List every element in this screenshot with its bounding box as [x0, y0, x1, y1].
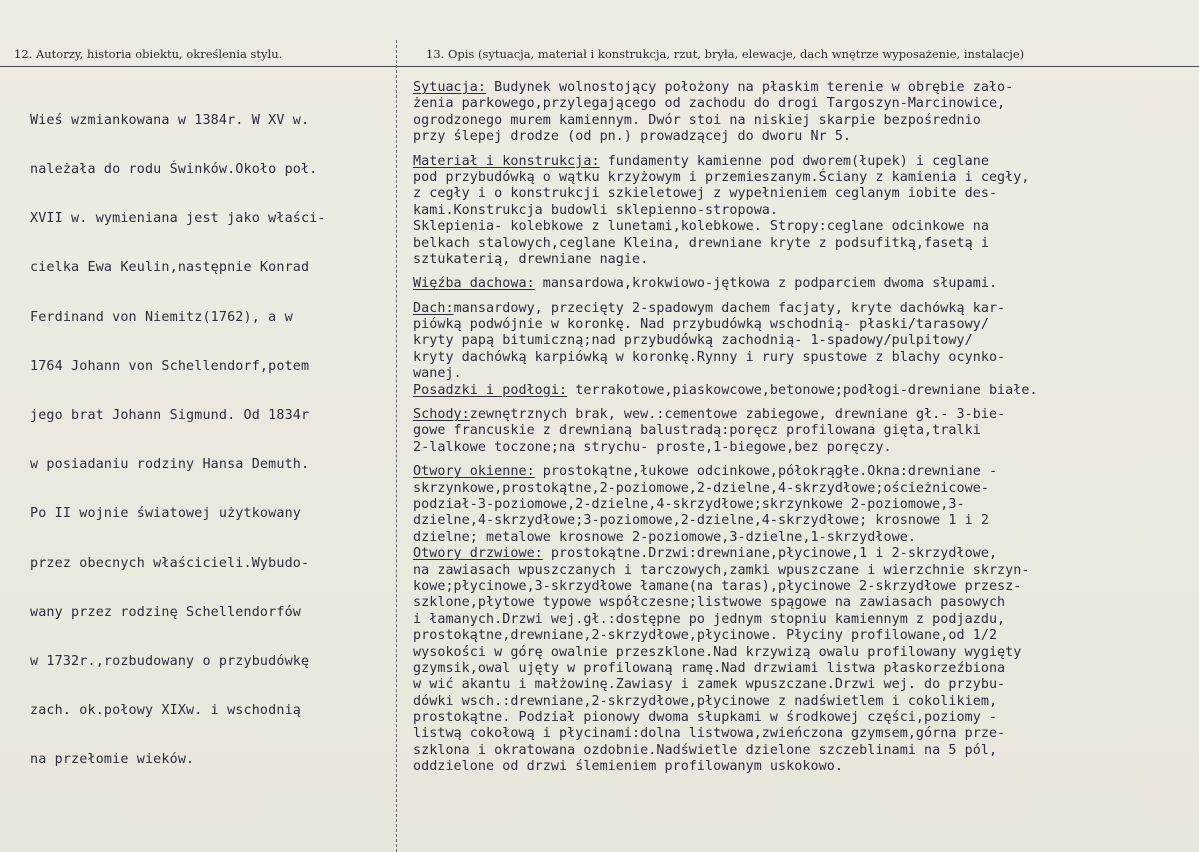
material-line: kami.Konstrukcja budowli sklepienno-stropowa. [413, 202, 779, 218]
posadzki-line [413, 383, 1193, 399]
okna-line: skrzynkowe,prostokątne,2-poziomowe,2-dzielne,4-skrzydłowe;ościeżnicowe- [413, 480, 989, 496]
schody-line: gowe francuskie z drewnianą balustradą:poręcz profilowana gięta,tralki [413, 423, 981, 439]
dach-line [413, 301, 1193, 317]
history-line: 1764 Johann von Schellendorf,potem [30, 358, 310, 374]
history-text [30, 80, 392, 802]
drzwi-line: kowe;płycinowe,3-skrzydłowe łamane(na taras),płycinowe 2-skrzydłowe przesz- [413, 578, 1022, 594]
material-text: fundamenty kamienne pod dworem(łupek) i ceglane [599, 153, 989, 169]
drzwi-text: prostokątne.Drzwi:drewniane,płycinowe,1 i 2-skrzydłowe, [542, 546, 998, 562]
posadzki-heading: Posadzki i podłogi: [413, 382, 568, 398]
okna-line: dzielne,4-skrzydłowe;3-poziomowe,2-dzielne,4-skrzydłowe; krosnowe 1 i 2 [413, 513, 989, 529]
sytuacja-line: ogrodzonego murem kamiennym. Dwór stoi na niskiej skarpie bezpośrednio [413, 112, 981, 128]
wiezba-heading: Więźba dachowa: [413, 276, 535, 292]
history-line: w posiadaniu rodziny Hansa Demuth. [30, 457, 310, 473]
drzwi-heading: Otwory drzwiowe: [413, 546, 543, 562]
drzwi-line: szklone,płytowe typowe współczesne;listwowe spągowe na zawiasach pasowych [413, 595, 1006, 611]
drzwi-line: gzymsik,owal ujęty w profilowaną ramę.Nad drzwiami listwa płaskorzeźbiona [413, 660, 1006, 676]
okna-heading: Otwory okienne: [413, 464, 535, 480]
drzwi-line: szklona i okratowana ozdobnie.Nadświetle dzielone szczeblinami na 5 pól, [413, 742, 998, 758]
material-line [413, 154, 1193, 170]
sytuacja-heading: Sytuacja: [413, 80, 487, 95]
history-line: Po II wojnie światowej użytkowany [30, 506, 301, 522]
history-line: XVII w. wymieniana jest jako właści- [30, 211, 326, 227]
left-column-header: 12. Autorzy, historia obiektu, określenia stylu. [14, 47, 283, 61]
sytuacja-text: Budynek wolnostojący położony na płaskim terenie w obrębie zało- [486, 80, 1014, 95]
schody-heading: Schody: [413, 407, 470, 423]
dach-line: piówką podwójnie w koronkę. Nad przybudówką wschodnią- płaski/tarasowy/ [413, 317, 989, 333]
posadzki-text: terrakotowe,piaskowcowe,betonowe;podłogi-drewniane białe. [567, 382, 1038, 398]
okna-line: podział-3-poziomowe,2-dzielne,4-skrzydłowe;skrzynkowe 2-poziomowe,3- [413, 496, 965, 512]
dach-text: mansardowy, przecięty 2-spadowym dachem facjaty, kryte dachówką kar- [453, 300, 1006, 316]
history-line: na przełomie wieków. [30, 752, 195, 768]
material-line: sztukaterią, drewniane nagie. [413, 251, 649, 267]
okna-line: dzielne; metalowe krosnowe 2-poziomowe,3-dzielne,1-skrzydłowe. [413, 529, 916, 545]
drzwi-line: oddzielone od drzwi ślemieniem profilowanym uskokowo. [413, 759, 843, 775]
wiezba-text: mansardowa,krokwiowo-jętkowa z podparciem dwoma słupami. [534, 276, 998, 292]
material-line: belkach stalowych,ceglane Kleina, drewniane kryte z podsufitką,fasetą i [413, 235, 989, 251]
history-line: przez obecnych właścicieli.Wybudo- [30, 555, 310, 571]
sytuacja-line: przy ślepej drodze (od pn.) prowadzącej do dworu Nr 5. [413, 129, 852, 145]
drzwi-line [413, 546, 1193, 562]
dach-line: kryty papą bitumiczną;nad przybudówką zachodnią- 1-spadowy/pulpitowy/ [413, 333, 973, 349]
okna-text: prostokątne,łukowe odcinkowe,półokrągłe.Okna:drewniane - [534, 464, 998, 480]
material-line: z cegły i o konstrukcji szkieletowej z wypełnieniem ceglanym iobite des- [413, 186, 998, 202]
history-line: cielka Ewa Keulin,następnie Konrad [30, 260, 310, 276]
drzwi-line: na zawiasach wpuszczanych i tarczowych,zamki wpuszczane i wierzchnie skrzyn- [413, 562, 1030, 578]
history-line: w 1732r.,rozbudowany o przybudówkę [30, 654, 310, 670]
history-line: jego brat Johann Sigmund. Od 1834r [30, 408, 310, 424]
sytuacja-line: żenia parkowego,przylegającego od zachodu do drogi Targoszyn-Marcinowice, [413, 96, 1006, 112]
dach-line: wanej. [413, 366, 462, 382]
drzwi-line: prostokątne,drewniane,2-skrzydłowe,płycinowe. Płyciny profilowane,od 1/2 [413, 628, 998, 644]
dach-line: kryty dachówką karpiówką w koronkę.Rynny i rury spustowe z blachy ocynko- [413, 349, 1006, 365]
history-line: wany przez rodzinę Schellendorfów [30, 604, 301, 620]
drzwi-line: prostokątne. Podział pionowy dwoma słupkami w środkowej części,poziomy - [413, 710, 998, 726]
dach-heading: Dach: [413, 300, 454, 316]
drzwi-line: dówki wsch.:drewniane,2-skrzydłowe,płycinowe z nadświetlem i cokolikiem, [413, 693, 998, 709]
material-heading: Materiał i konstrukcja: [413, 153, 600, 169]
schody-line: 2-lalkowe toczone;na strychu- proste,1-biegowe,bez poręczy. [413, 439, 892, 455]
material-line: Sklepienia- kolebkowe z lunetami,kolebkowe. Stropy:ceglane odcinkowe na [413, 219, 989, 235]
drzwi-line: wysokości w górę owalnie przeszklone.Nad krzywizą owalu profilowany wygięty [413, 644, 1022, 660]
column-divider [396, 40, 397, 852]
history-line: zach. ok.połowy XIXw. i wschodnią [30, 703, 301, 719]
drzwi-line: i łamanych.Drzwi wej.gł.:dostępne po jednym stopniu kamiennym z podjazdu, [413, 611, 1006, 627]
right-column-header: 13. Opis (sytuacja, materiał i konstrukcja, rzut, bryła, elewacje, dach wnętrze wyposażenie, instalacje) [426, 47, 1025, 61]
history-line: Wieś wzmiankowana w 1384r. W XV w. [30, 112, 310, 128]
history-line: należała do rodu Świnków.Około poł. [30, 162, 318, 178]
okna-line [413, 464, 1193, 480]
description-text [413, 80, 1193, 776]
drzwi-line: listwą cokołową i płycinami:dolna listwowa,zwieńczona gzymsem,górna prze- [413, 726, 1006, 742]
material-line: pod przybudówką o wątku krzyżowym i przemieszanym.Ściany z kamienia i cegły, [413, 169, 1030, 185]
schody-line [413, 407, 1193, 423]
schody-text: zewnętrznych brak, wew.:cementowe zabiegowe, drewniane gł.- 3-bie- [469, 407, 1006, 423]
history-line: Ferdinand von Niemitz(1762), a w [30, 309, 293, 325]
drzwi-line: w wić akantu i małżowinę.Zawiasy i zamek wpuszczane.Drzwi wej. do przybu- [413, 677, 1006, 693]
sytuacja-line [413, 80, 1193, 96]
header-rule [0, 66, 1199, 67]
wiezba-line [413, 276, 1193, 292]
